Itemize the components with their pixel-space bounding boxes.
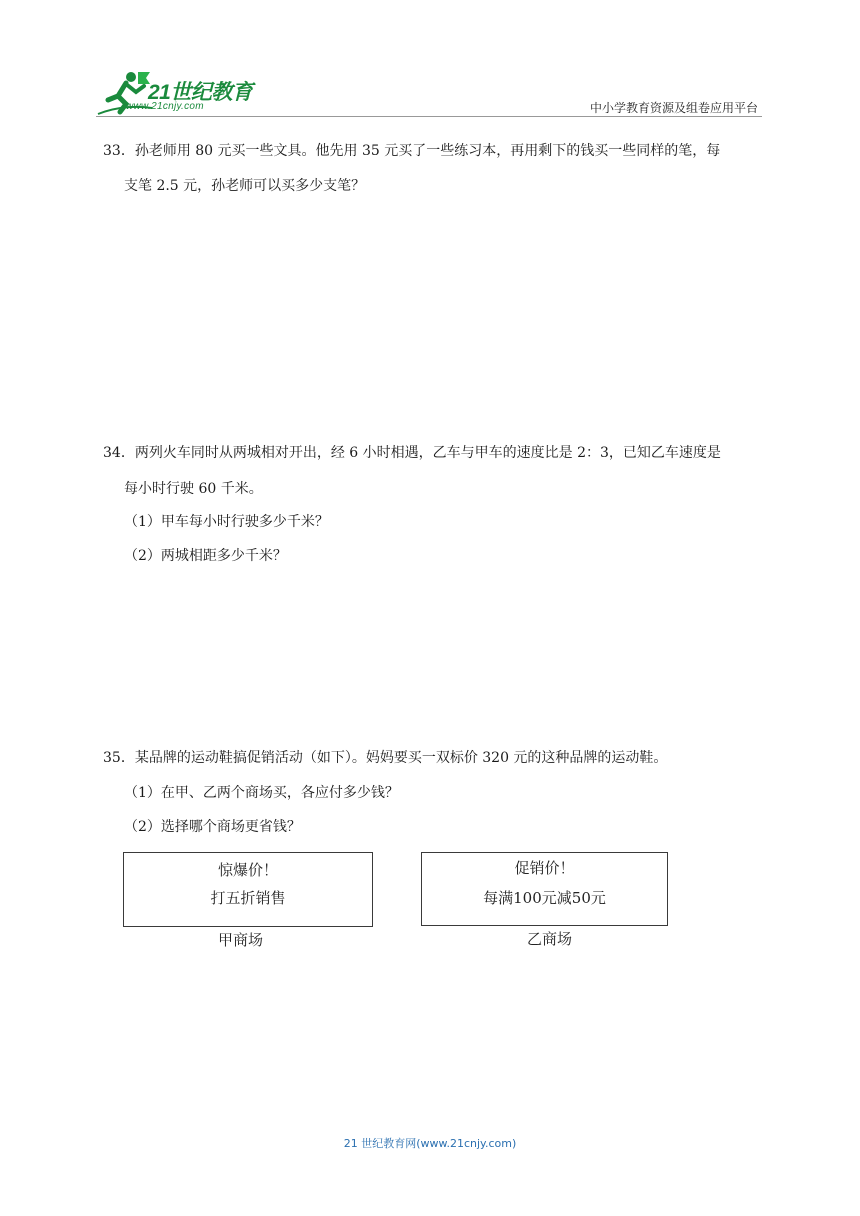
store-a-promo-box: [123, 852, 373, 927]
logo-url: www.21cnjy.com: [126, 101, 204, 112]
q33-line-1: 33．孙老师用 80 元买一些文具。他先用 35 元买了一些练习本，再用剩下的钱买一些同样的笔，每: [103, 143, 721, 159]
store-a-offer: 打五折销售: [210, 889, 286, 907]
store-b-title: 促销价！: [514, 859, 575, 877]
q34-line-2: 每小时行驶 60 千米。: [124, 481, 263, 497]
q35-sub-2: （2）选择哪个商场更省钱？: [124, 819, 301, 835]
header-divider: [96, 116, 762, 117]
store-a-title: 惊爆价！: [217, 861, 278, 879]
store-a-caption: 甲商场: [218, 931, 264, 949]
footer-link[interactable]: 21 世纪教育网(www.21cnjy.com): [343, 1137, 517, 1150]
q34-sub-2: （2）两城相距多少千米？: [124, 548, 287, 564]
store-b-offer: 每满100元减50元: [483, 889, 606, 907]
q35-sub-1: （1）在甲、乙两个商场买，各应付多少钱？: [124, 785, 399, 801]
platform-title: 中小学教育资源及组卷应用平台: [589, 101, 758, 115]
q34-line-1: 34．两列火车同时从两城相对开出，经 6 小时相遇，乙车与甲车的速度比是 2：3，已知乙车速度是: [103, 445, 721, 461]
logo-text: 21世纪教育: [148, 81, 253, 104]
store-b-caption: 乙商场: [527, 930, 573, 948]
q34-sub-1: （1）甲车每小时行驶多少千米？: [124, 514, 329, 530]
store-b-promo-box: [421, 852, 668, 926]
site-logo: [96, 70, 266, 118]
q35-line-1: 35．某品牌的运动鞋搞促销活动（如下）。妈妈要买一双标价 320 元的这种品牌的运动鞋。: [103, 750, 668, 766]
q33-line-2: 支笔 2.5 元，孙老师可以买多少支笔？: [124, 178, 366, 194]
